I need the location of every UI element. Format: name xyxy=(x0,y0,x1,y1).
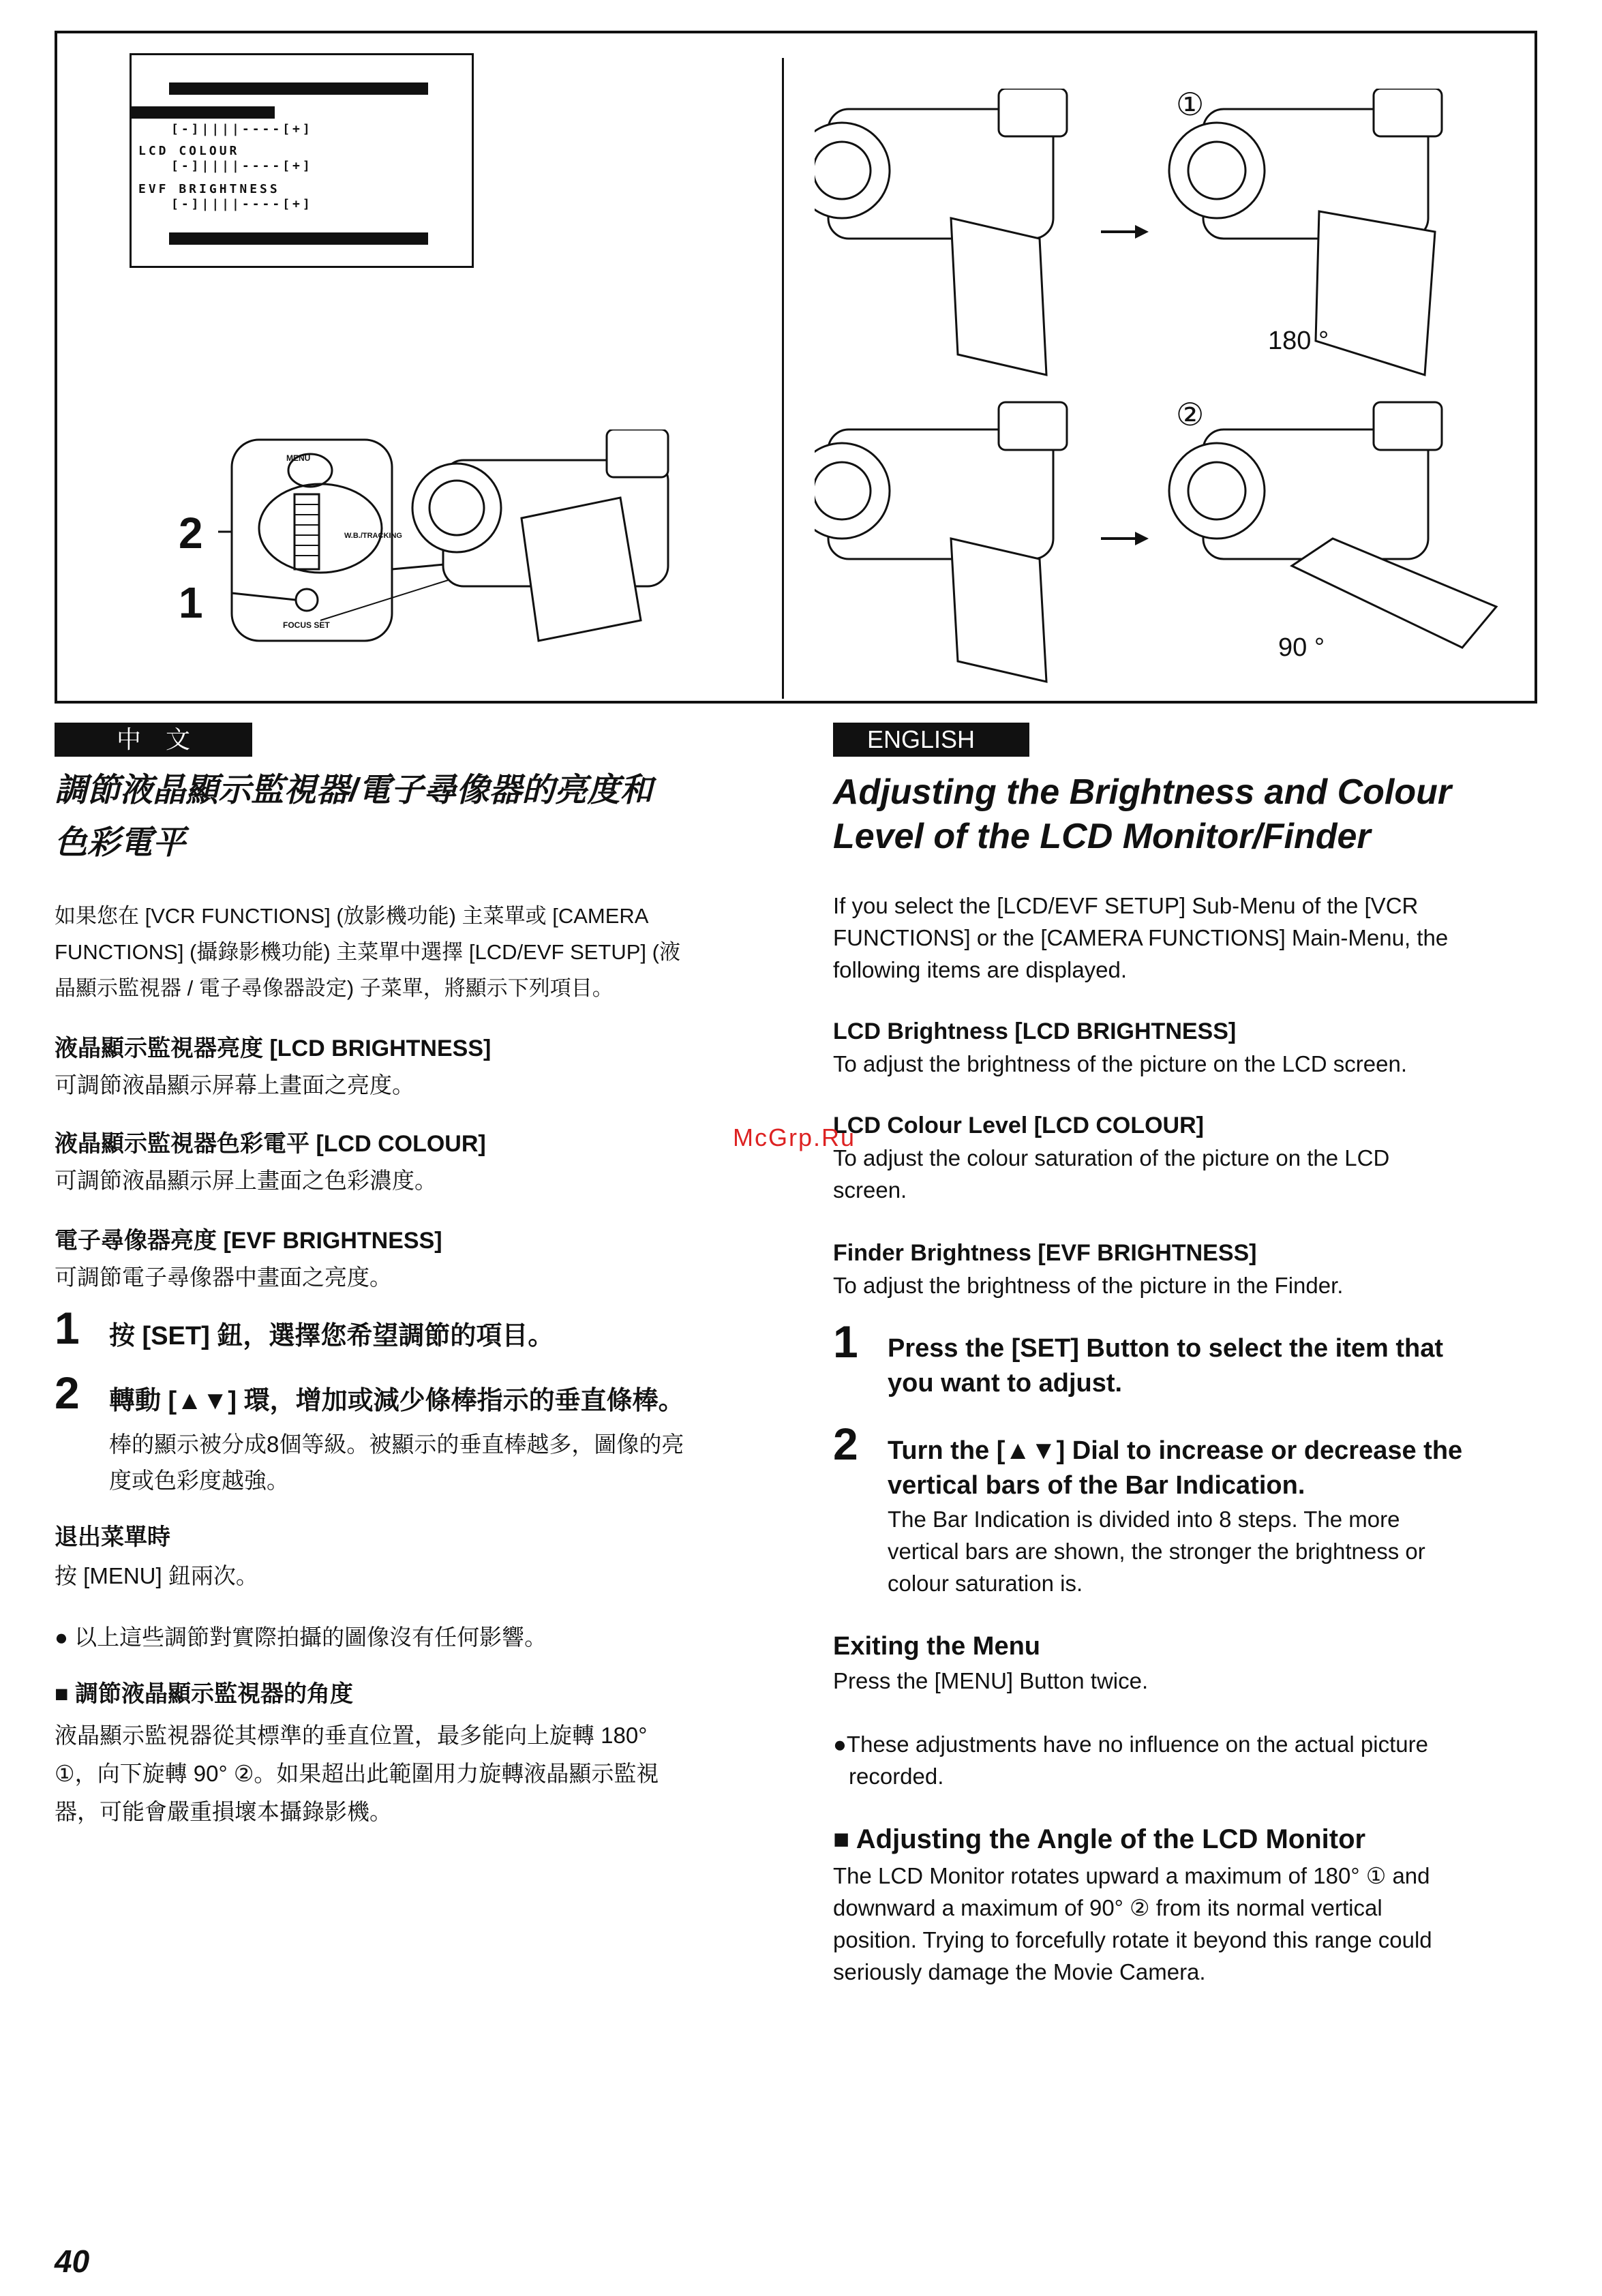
english-exit-text: Press the [MENU] Button twice. xyxy=(833,1668,1149,1693)
english-lcd-colour-text: screen. xyxy=(833,1177,907,1203)
english-title-line-2: Level of the LCD Monitor/Finder xyxy=(833,817,1371,856)
english-intro: FUNCTIONS] or the [CAMERA FUNCTIONS] Main-Menu, the xyxy=(833,925,1449,950)
chinese-step-1-number: 1 xyxy=(55,1303,80,1353)
chinese-step-2-detail: 棒的顯示被分成8個等級。被顯示的垂直棒越多，圖像的亮 xyxy=(109,1432,684,1457)
set-button-label: FOCUS SET xyxy=(283,620,330,630)
english-exit-heading: Exiting the Menu xyxy=(833,1632,1040,1661)
english-angle-text: The LCD Monitor rotates upward a maximum of 180° ① and xyxy=(833,1863,1430,1888)
english-step-1-text: Press the [SET] Button to select the item that xyxy=(888,1334,1443,1363)
chinese-angle-text: 器，可能會嚴重損壞本攝錄影機。 xyxy=(55,1799,392,1824)
menu-header-bar xyxy=(169,82,428,95)
chinese-step-2-detail: 度或色彩度越強。 xyxy=(109,1468,289,1493)
english-step-1-text: you want to adjust. xyxy=(888,1369,1123,1398)
chinese-evf-heading: 電子尋像器亮度 [EVF BRIGHTNESS] xyxy=(55,1228,442,1254)
english-lcd-brightness-text: To adjust the brightness of the picture on the LCD screen. xyxy=(833,1051,1407,1076)
english-intro: If you select the [LCD/EVF SETUP] Sub-Menu of the [VCR xyxy=(833,893,1419,918)
rotation-marker-2: ② xyxy=(1176,397,1205,432)
english-angle-text: seriously damage the Movie Camera. xyxy=(833,1959,1206,1984)
english-note: recorded. xyxy=(849,1764,944,1789)
menu-bar-indicator: [-]||||----[+] xyxy=(171,197,313,211)
menu-bar-indicator: [-]||||----[+] xyxy=(171,159,313,173)
menu-screen-display xyxy=(130,53,474,268)
english-title-line-1: Adjusting the Brightness and Colour xyxy=(833,772,1452,812)
menu-item-evf-brightness: EVF BRIGHTNESS xyxy=(138,182,280,196)
chinese-exit-heading: 退出菜單時 xyxy=(55,1524,170,1550)
english-step-2-detail: vertical bars are shown, the stronger the brightness or xyxy=(888,1539,1425,1564)
chinese-lcd-colour-text: 可調節液晶顯示屏上畫面之色彩濃度。 xyxy=(55,1168,437,1193)
english-finder-text: To adjust the brightness of the picture in the Finder. xyxy=(833,1273,1344,1298)
chinese-step-2-number: 2 xyxy=(55,1368,80,1418)
callout-2: 2 xyxy=(179,509,203,558)
english-lcd-brightness-heading: LCD Brightness [LCD BRIGHTNESS] xyxy=(833,1018,1237,1044)
english-step-2-text: Turn the [▲▼] Dial to increase or decrease the xyxy=(888,1436,1463,1465)
menu-button-label: MENU xyxy=(286,453,311,463)
chinese-intro: 如果您在 [VCR FUNCTIONS] (放影機功能) 主菜單或 [CAMERA xyxy=(55,904,649,928)
lcd-brightness-highlight-bar xyxy=(132,106,275,119)
english-intro: following items are displayed. xyxy=(833,957,1128,982)
chinese-note: ● 以上這些調節對實際拍攝的圖像沒有任何影響。 xyxy=(55,1625,547,1650)
english-finder-heading: Finder Brightness [EVF BRIGHTNESS] xyxy=(833,1240,1257,1266)
english-lcd-colour-heading: LCD Colour Level [LCD COLOUR] xyxy=(833,1113,1204,1138)
english-angle-heading: ■ Adjusting the Angle of the LCD Monitor xyxy=(833,1824,1366,1854)
menu-bar-indicator: [-]||||----[+] xyxy=(171,122,313,136)
dial-label: W.B./TRACKING xyxy=(344,532,402,540)
english-language-label: ENGLISH xyxy=(833,723,1029,757)
lcd-rotation-diagram xyxy=(815,89,1524,689)
chinese-angle-text: ①，向下旋轉 90° ②。如果超出此範圍用力旋轉液晶顯示監視 xyxy=(55,1761,659,1786)
chinese-lcd-brightness-text: 可調節液晶顯示屏幕上畫面之亮度。 xyxy=(55,1072,414,1098)
chinese-language-label: 中 文 xyxy=(55,723,252,757)
english-step-1-number: 1 xyxy=(833,1316,858,1367)
chinese-exit-text: 按 [MENU] 鈕兩次。 xyxy=(55,1563,258,1588)
rotation-marker-1: ① xyxy=(1176,87,1205,122)
english-angle-text: downward a maximum of 90° ② from its normal vertical xyxy=(833,1895,1382,1920)
chinese-intro: FUNCTIONS] (攝錄影機功能) 主菜單中選擇 [LCD/EVF SETUP] (液 xyxy=(55,940,680,964)
figure-divider xyxy=(782,58,784,699)
page-number: 40 xyxy=(55,2244,90,2279)
menu-footer-bar xyxy=(169,232,428,245)
chinese-angle-heading: ■ 調節液晶顯示監視器的角度 xyxy=(55,1681,353,1707)
english-angle-text: position. Trying to forcefully rotate it beyond this range could xyxy=(833,1927,1432,1952)
chinese-lcd-colour-heading: 液晶顯示監視器色彩電平 [LCD COLOUR] xyxy=(55,1131,486,1157)
chinese-angle-text: 液晶顯示監視器從其標準的垂直位置，最多能向上旋轉 180° xyxy=(55,1723,648,1748)
angle-180-label: 180 ° xyxy=(1268,327,1329,355)
watermark: McGrp.Ru xyxy=(733,1123,856,1151)
chinese-lcd-brightness-heading: 液晶顯示監視器亮度 [LCD BRIGHTNESS] xyxy=(55,1036,492,1061)
menu-item-lcd-colour: LCD COLOUR xyxy=(138,144,240,158)
callout-1: 1 xyxy=(179,578,203,627)
english-step-2-detail: colour saturation is. xyxy=(888,1571,1083,1596)
english-step-2-text: vertical bars of the Bar Indication. xyxy=(888,1471,1305,1500)
angle-90-label: 90 ° xyxy=(1278,633,1325,662)
english-lcd-colour-text: To adjust the colour saturation of the picture on the LCD xyxy=(833,1145,1390,1170)
english-step-2-detail: The Bar Indication is divided into 8 steps. The more xyxy=(888,1507,1400,1532)
english-note: ●These adjustments have no influence on the actual picture xyxy=(833,1732,1428,1757)
chinese-evf-text: 可調節電子尋像器中畫面之亮度。 xyxy=(55,1265,392,1290)
chinese-title-line-2: 色彩電平 xyxy=(55,825,186,861)
chinese-step-2-text: 轉動 [▲▼] 環，增加或減少條棒指示的垂直條棒。 xyxy=(109,1387,684,1415)
english-step-2-number: 2 xyxy=(833,1419,858,1469)
chinese-title-line-1: 調節液晶顯示監視器/電子尋像器的亮度和 xyxy=(55,772,653,809)
chinese-step-1-text: 按 [SET] 鈕，選擇您希望調節的項目。 xyxy=(109,1322,554,1350)
chinese-intro: 晶顯示監視器 / 電子尋像器設定) 子菜單，將顯示下列項目。 xyxy=(55,976,614,1000)
